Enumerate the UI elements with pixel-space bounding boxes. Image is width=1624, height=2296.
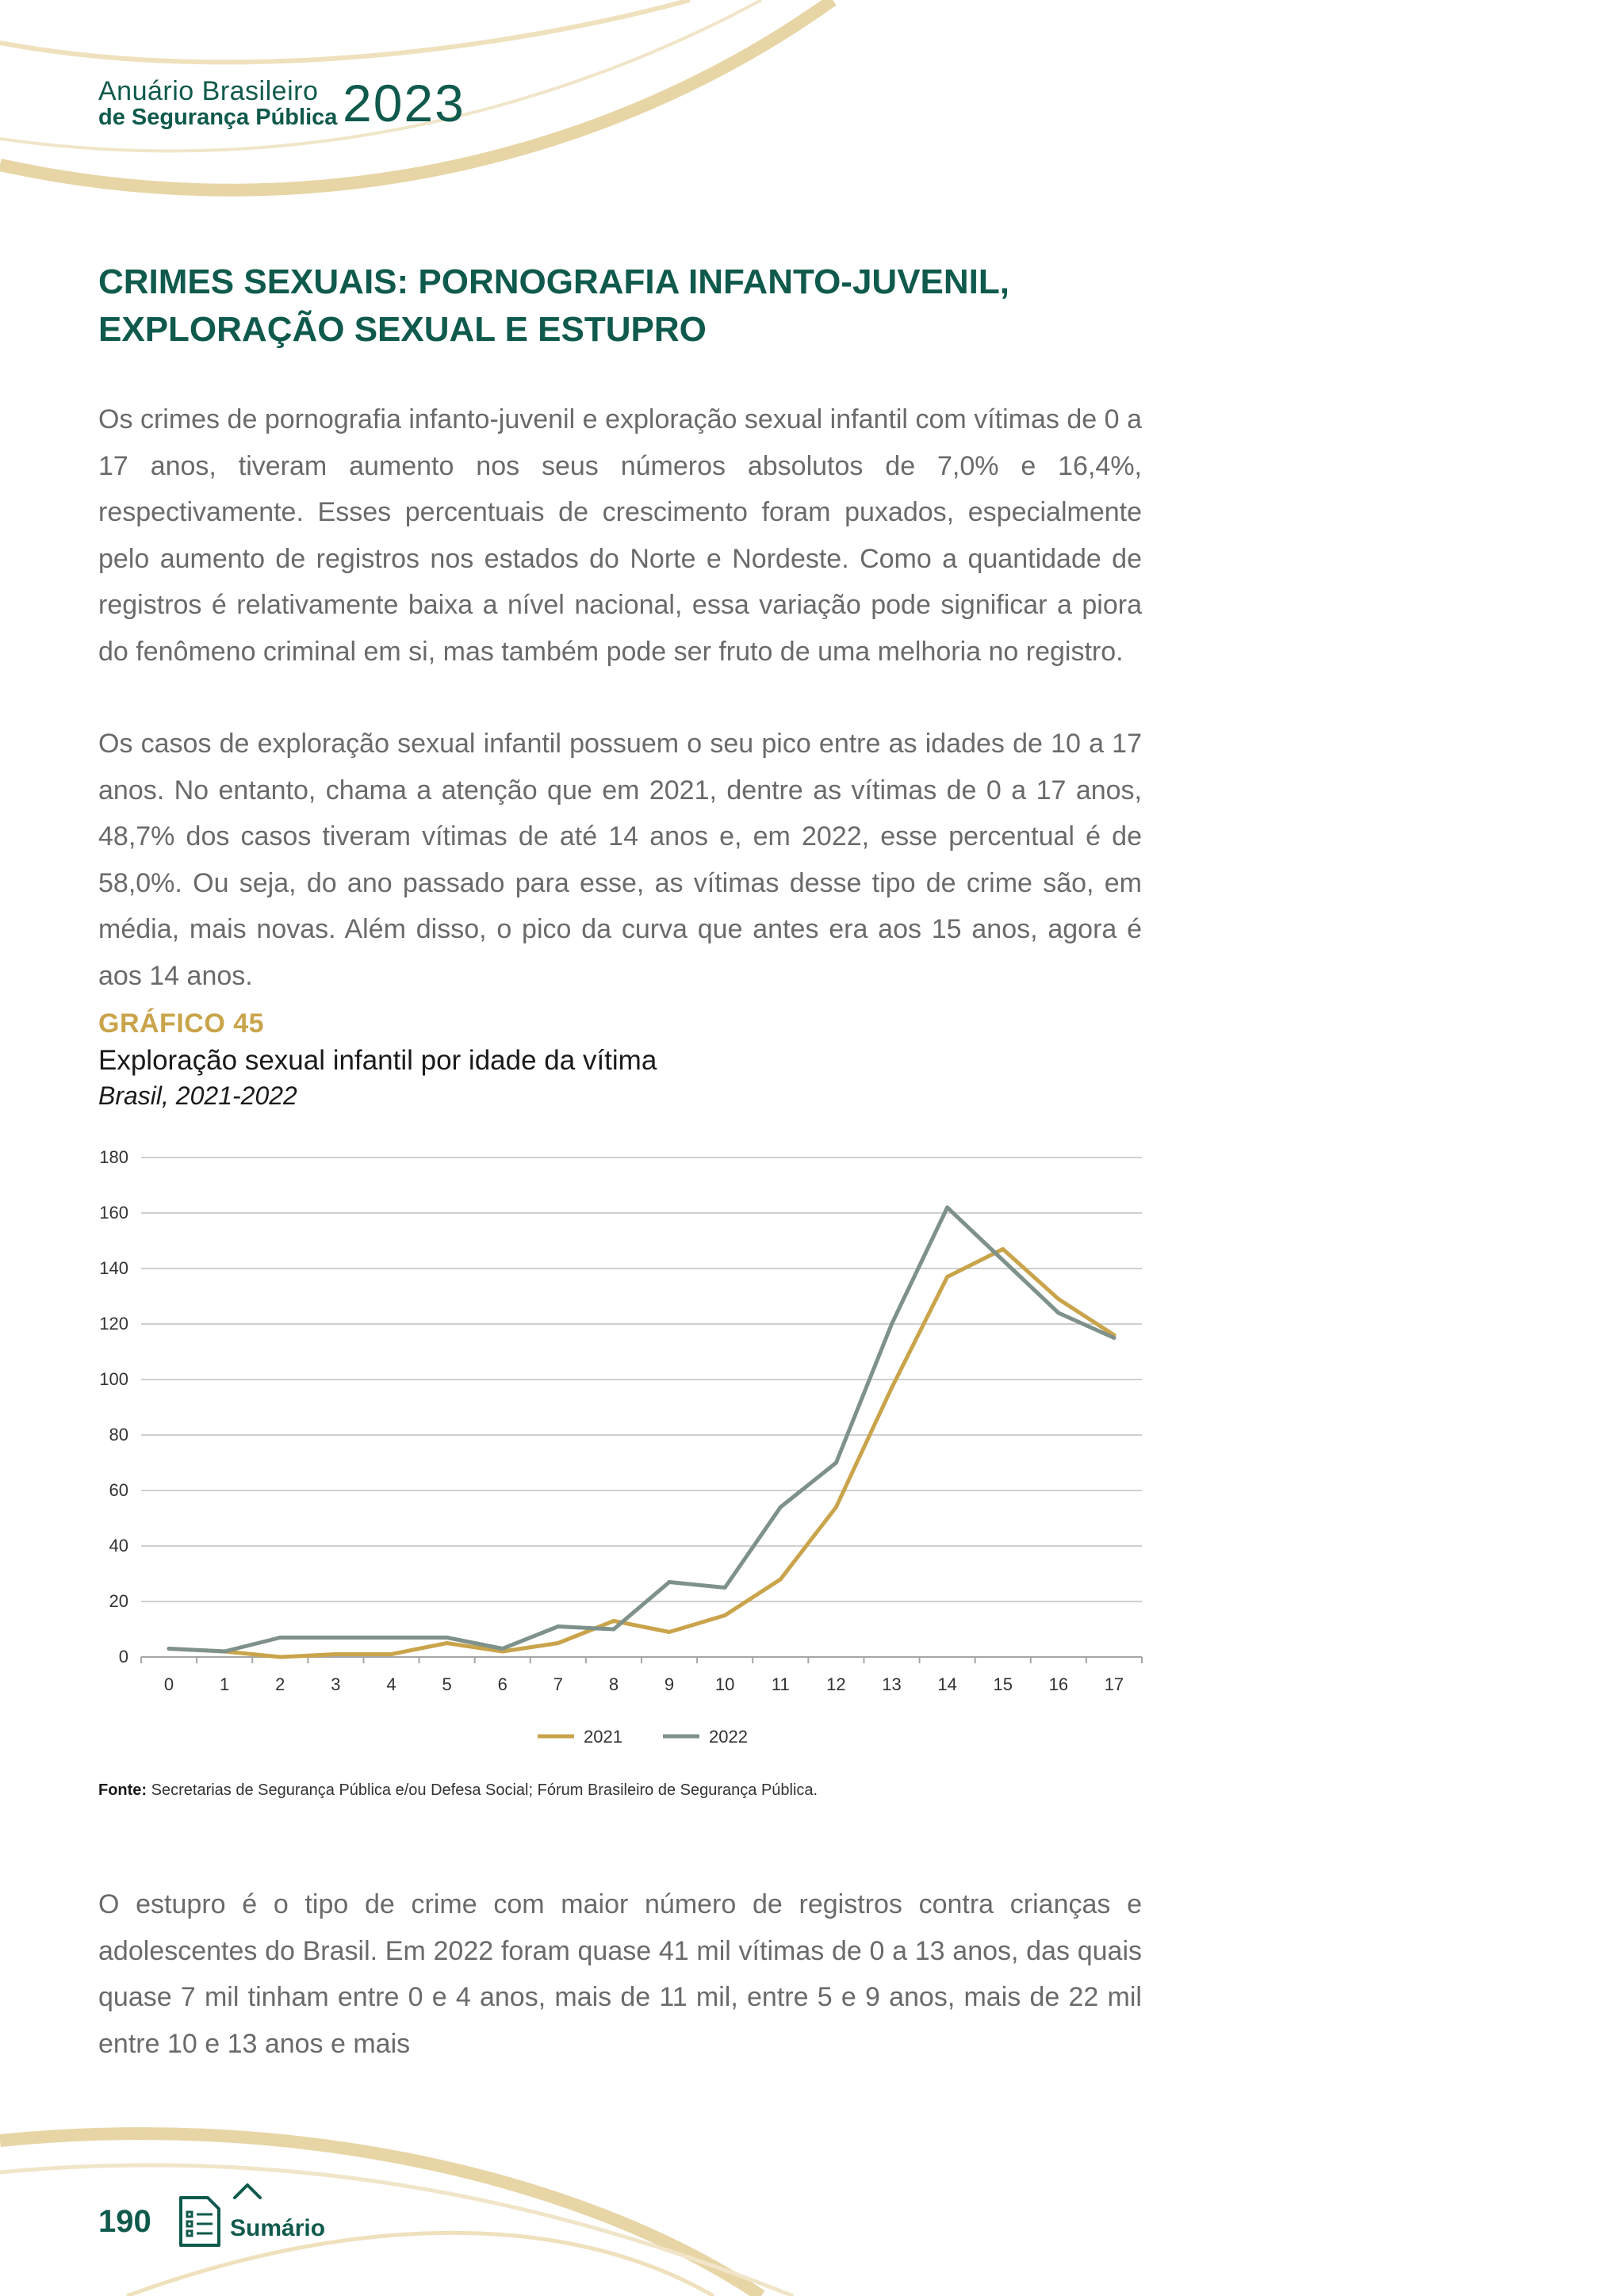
- summary-link[interactable]: [230, 2180, 325, 2252]
- x-tick-label: 10: [714, 1674, 735, 1694]
- chevron-up-icon: [232, 2180, 263, 2201]
- data-point-2021: [1056, 1297, 1060, 1301]
- data-point-2022: [834, 1461, 838, 1465]
- figure-label: GRÁFICO 45: [98, 1008, 265, 1039]
- data-point-2021: [334, 1652, 338, 1656]
- x-tick-label: 4: [386, 1674, 396, 1694]
- x-tick-label: 0: [163, 1674, 174, 1694]
- y-tick-label: 180: [99, 1147, 128, 1167]
- x-tick-label: 6: [497, 1674, 508, 1694]
- data-point-2021: [611, 1619, 615, 1623]
- x-tick-label: 17: [1104, 1674, 1124, 1694]
- data-point-2021: [556, 1641, 560, 1645]
- paragraph-exploitation-age: Os casos de exploração sexual infantil possuem o seu pico entre as idades de 10 a 17 anos. No entanto, chama a atenção que em 2021, dentre as vítimas de 0 a 17 anos, 48,7% dos casos tiveram vítimas de até 14 anos e, em 2022, esse percentual é de 58,0%. Ou seja, do ano passado para esse, as vítimas desse tipo de crime são, em média, mais novas. Além disso, o pico da curva que antes era aos 15 anos, agora é aos 14 anos.: [98, 729, 1142, 991]
- y-tick-label: 120: [99, 1314, 128, 1334]
- data-point-2021: [445, 1641, 449, 1645]
- source-label: Fonte:: [98, 1781, 147, 1799]
- document-list-icon[interactable]: [178, 2195, 222, 2248]
- section-heading-line2: EXPLORAÇÃO SEXUAL E ESTUPRO: [98, 310, 707, 349]
- y-tick-label: 80: [109, 1425, 128, 1445]
- section-heading-line1: CRIMES SEXUAIS: PORNOGRAFIA INFANTO-JUVENIL,: [98, 262, 1009, 301]
- x-tick-label: 15: [993, 1674, 1013, 1694]
- legend-label-2021: 2021: [584, 1727, 622, 1747]
- data-point-2022: [890, 1322, 894, 1326]
- y-tick-label: 140: [99, 1258, 128, 1278]
- data-point-2022: [278, 1636, 282, 1640]
- line-chart: [87, 1134, 1150, 1760]
- data-point-2022: [500, 1647, 504, 1651]
- data-point-2022: [1112, 1336, 1116, 1340]
- x-tick-label: 5: [442, 1674, 452, 1694]
- paragraph-rape: O estupro é o tipo de crime com maior número de registros contra crianças e adolescentes do Brasil. Em 2022 foram quase 41 mil vítimas de 0 a 13 anos, das quais quase 7 mil tinham entre 0 e 4 anos, mais de 11 mil, entre 5 e 9 anos, mais de 22 mil entre 10 e 13 anos e mais: [98, 1889, 1142, 2059]
- data-point-2022: [611, 1628, 615, 1632]
- data-point-2022: [1056, 1311, 1060, 1315]
- y-tick-label: 40: [109, 1536, 128, 1556]
- data-point-2021: [668, 1630, 672, 1634]
- page-number: 190: [98, 2204, 151, 2239]
- data-point-2021: [389, 1652, 393, 1656]
- brand-subtitle: de Segurança Pública: [98, 105, 338, 130]
- data-point-2022: [334, 1636, 338, 1640]
- figure-subtitle: Brasil, 2021-2022: [98, 1081, 297, 1110]
- data-point-2022: [389, 1636, 393, 1640]
- data-point-2022: [668, 1580, 672, 1584]
- x-tick-label: 7: [553, 1674, 563, 1694]
- data-point-2021: [1001, 1247, 1005, 1251]
- data-point-2021: [890, 1386, 894, 1390]
- data-point-2022: [556, 1624, 560, 1628]
- series-line-2022: [169, 1207, 1114, 1651]
- x-tick-label: 9: [664, 1674, 675, 1694]
- legend-label-2022: 2022: [709, 1727, 748, 1747]
- data-point-2022: [1001, 1258, 1005, 1262]
- figure-source: [98, 1781, 818, 1800]
- x-tick-label: 14: [937, 1674, 957, 1694]
- x-tick-label: 12: [826, 1674, 846, 1694]
- data-point-2022: [945, 1206, 949, 1210]
- x-tick-label: 16: [1048, 1674, 1069, 1694]
- paragraph-pornography: Os crimes de pornografia infanto-juvenil e exploração sexual infantil com vítimas de 0 a 17 anos, tiveram aumento nos seus números absolutos de 7,0% e 16,4%, respectivamente. Esses percentuais de crescimento foram puxados, especialmente pelo aumento de registros nos estados do Norte e Nordeste. Como a quantidade de registros é relativamente baixa a nível nacional, essa variação pode significar a piora do fenômeno criminal em si, mas também pode ser fruto de uma melhoria no registro.: [98, 404, 1142, 667]
- section-heading: [98, 258, 1129, 354]
- data-point-2022: [223, 1650, 227, 1654]
- data-point-2022: [445, 1636, 449, 1640]
- x-tick-label: 11: [771, 1674, 790, 1694]
- data-point-2021: [723, 1613, 727, 1617]
- figure-title: Exploração sexual infantil por idade da vítima: [98, 1045, 657, 1076]
- data-point-2021: [779, 1578, 783, 1582]
- x-tick-label: 3: [331, 1674, 341, 1694]
- y-tick-label: 20: [109, 1591, 128, 1611]
- y-tick-label: 100: [99, 1369, 128, 1389]
- x-tick-label: 1: [220, 1674, 230, 1694]
- series-line-2021: [169, 1249, 1114, 1658]
- brand-year: 2023: [343, 74, 465, 132]
- x-tick-label: 8: [608, 1674, 619, 1694]
- y-tick-label: 60: [109, 1480, 128, 1500]
- x-tick-label: 2: [275, 1674, 285, 1694]
- data-point-2021: [834, 1506, 838, 1510]
- data-point-2021: [278, 1655, 282, 1659]
- summary-label: Sumário: [230, 2215, 326, 2241]
- source-text: Secretarias de Segurança Pública e/ou Defesa Social; Fórum Brasileiro de Segurança Pública.: [147, 1781, 818, 1799]
- y-tick-label: 0: [118, 1647, 128, 1667]
- brand-title: Anuário Brasileiro: [98, 76, 319, 106]
- x-tick-label: 13: [882, 1674, 902, 1694]
- data-point-2022: [723, 1586, 727, 1590]
- data-point-2021: [945, 1275, 949, 1279]
- data-point-2022: [779, 1506, 783, 1510]
- y-tick-label: 160: [99, 1203, 128, 1223]
- data-point-2022: [167, 1647, 171, 1651]
